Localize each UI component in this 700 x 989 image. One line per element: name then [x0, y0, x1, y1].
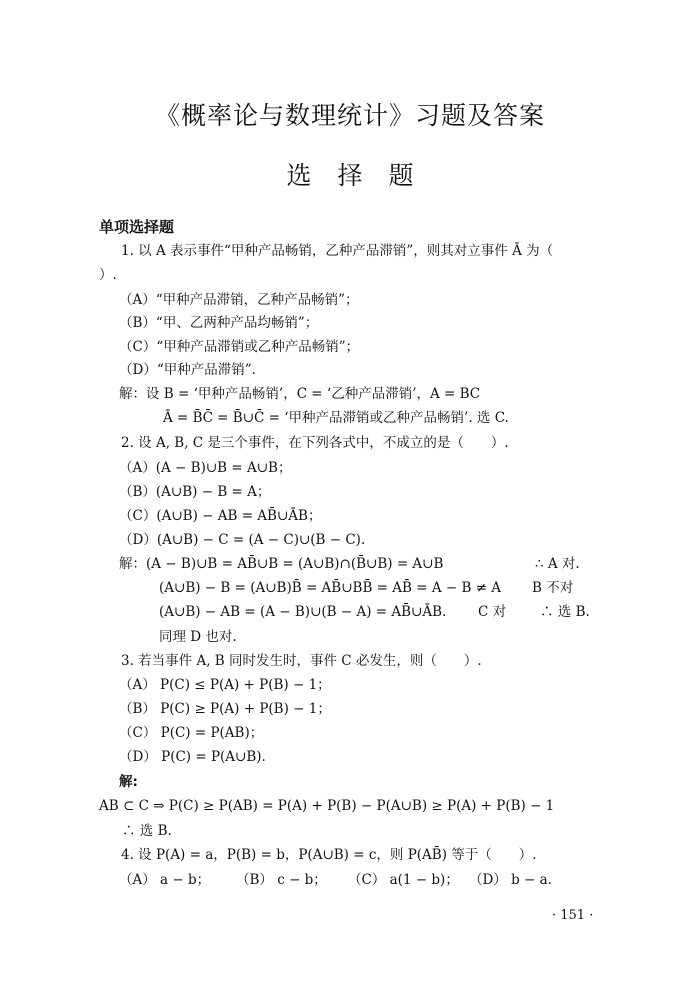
q2-solution-1: 解：(A − B)∪B = AB̄∪B = (A∪B)∩(B̄∪B) = A∪B	[119, 556, 444, 572]
q2-solution-4: 同理 D 也对.	[159, 629, 237, 645]
q3-option-b: （B） P(C) ≥ P(A) + P(B) − 1；	[119, 701, 331, 717]
q1-option-c: （C）“甲种产品滞销或乙种产品畅销”；	[119, 339, 360, 355]
q3-solution-1: AB ⊂ C ⇒ P(C) ≥ P(AB) = P(A) + P(B) − P(A∪B) ≥ P(A) + P(B) − 1	[99, 798, 555, 814]
q4-option-c: （C） a(1 − b)；	[348, 872, 459, 888]
q2-solution-2: (A∪B) − B = (A∪B)B̄ = AB̄∪BB̄ = AB̄ = A − B ≠ A	[159, 580, 502, 596]
q2-solution-3-answer: ∴ 选 B.	[540, 604, 590, 620]
q1-option-b: （B）“甲、乙两种产品均畅销”；	[119, 315, 319, 331]
q1-solution-1: 解：设 B = ‘甲种产品畅销’，C = ‘乙种产品滞销’，A = BC	[119, 386, 481, 402]
q2-solution-1-note: ∴ A 对.	[535, 556, 580, 572]
q2-option-c: （C）(A∪B) − AB = AB̄∪ĀB；	[119, 508, 322, 524]
q2-stem: 2. 设 A, B, C 是三个事件，在下列各式中，不成立的是（ ）.	[121, 435, 509, 451]
document-subtitle: 选择题	[286, 161, 440, 190]
q3-option-d: （D） P(C) = P(A∪B).	[119, 749, 266, 765]
q3-stem: 3. 若当事件 A, B 同时发生时，事件 C 必发生，则（ ）.	[121, 653, 482, 669]
q2-option-b: （B）(A∪B) − B = A；	[119, 484, 271, 500]
q4-stem: 4. 设 P(A) = a，P(B) = b，P(A∪B) = c，则 P(AB̄) 等于（ ）.	[121, 847, 537, 863]
page-number: · 151 ·	[552, 908, 594, 923]
q2-solution-3: (A∪B) − AB = (A − B)∪(B − A) = AB̄∪ĀB.	[159, 604, 447, 620]
section-heading: 单项选择题	[99, 218, 175, 236]
q3-option-c: （C） P(C) = P(AB)；	[119, 725, 264, 741]
q2-solution-2-note: B 不对	[532, 580, 574, 596]
q2-option-a: （A）(A − B)∪B = A∪B；	[119, 460, 292, 476]
document-title: 《概率论与数理统计》习题及答案	[154, 101, 545, 130]
q1-stem: 1. 以 A 表示事件“甲种产品畅销，乙种产品滞销”，则其对立事件 Ā 为（	[121, 243, 554, 259]
q4-option-a: （A） a − b；	[119, 872, 211, 888]
q2-solution-3-note: C 对	[478, 604, 507, 620]
q3-option-a: （A） P(C) ≤ P(A) + P(B) − 1；	[119, 677, 331, 693]
q3-solution-label: 解:	[119, 774, 138, 790]
q4-option-d: （D） b − a.	[469, 872, 552, 888]
q1-option-a: （A）“甲种产品滞销，乙种产品畅销”；	[119, 292, 359, 308]
q1-solution-2: Ā = B̄C̄ = B̄∪C̄ = ‘甲种产品滞销或乙种产品畅销’. 选 C.	[163, 410, 509, 426]
q1-option-d: （D）“甲种产品滞销”.	[119, 362, 256, 378]
q4-option-b: （B） c − b；	[236, 872, 327, 888]
q1-stem-cont: ）.	[99, 267, 117, 283]
q3-solution-2: ∴ 选 B.	[122, 823, 172, 839]
q2-option-d: （D）(A∪B) − C = (A − C)∪(B − C).	[119, 532, 366, 548]
